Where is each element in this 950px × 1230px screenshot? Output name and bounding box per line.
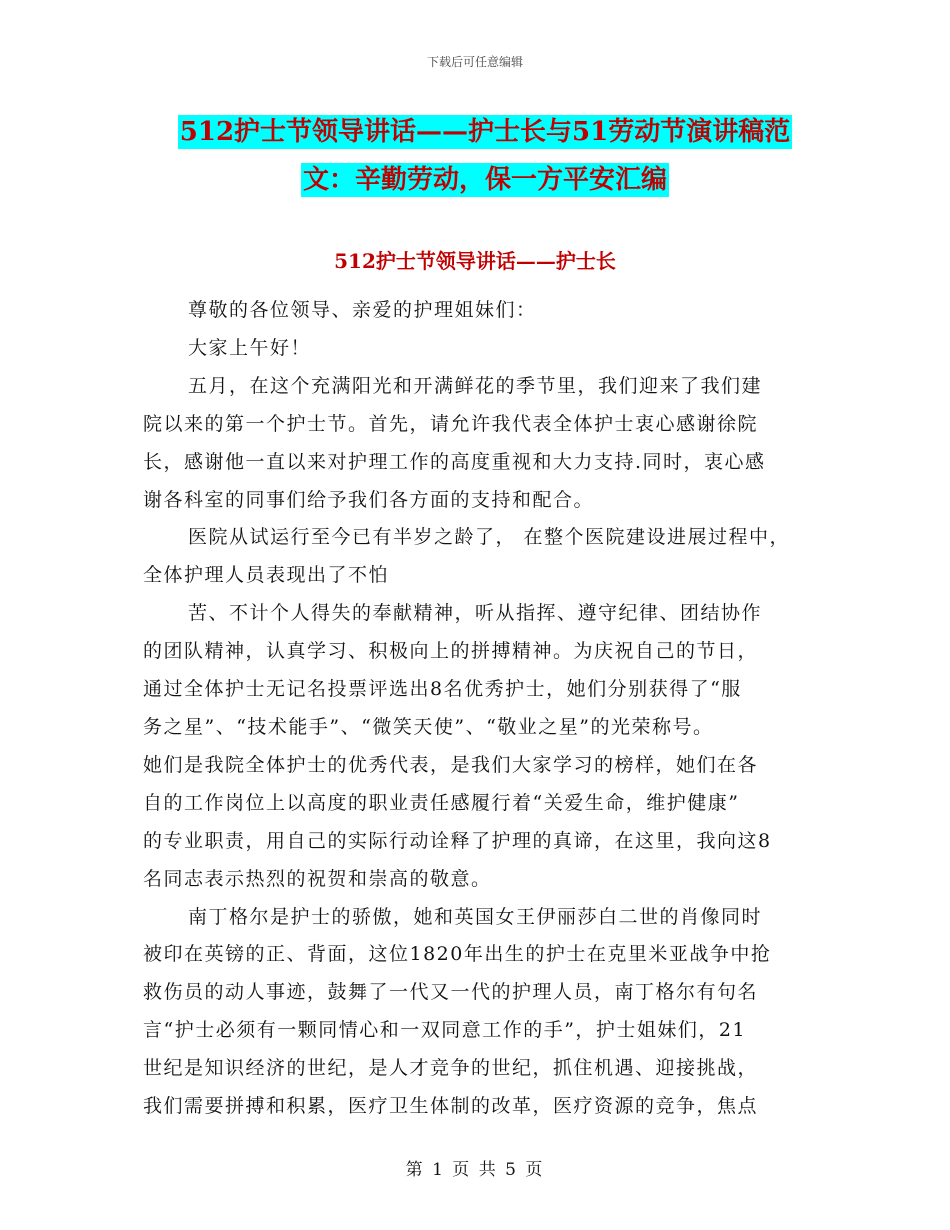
paragraph-line: 名同志表示热烈的祝贺和崇高的敬意。 [143,867,492,890]
page-header-note: 下载后可任意编辑 [426,55,523,69]
document-title-line-2: 文：辛勤劳动，保一方平安汇编 [302,165,667,195]
paragraph-line: 大家上午好！ [188,336,312,359]
paragraph-line: 的团队精神，认真学习、积极向上的拼搏精神。为庆祝自己的节日， [143,640,759,663]
page-footer: 第 1 页 共 5 页 [405,1160,545,1180]
paragraph-line: 院以来的第一个护士节。首先，请允许我代表全体护士衷心感谢徐院 [143,412,759,435]
paragraph-line: 医院从试运行至今已有半岁之龄了， 在整个医院建设进展过程中， [188,526,791,549]
paragraph-line: 南丁格尔是护士的骄傲，她和英国女王伊丽莎白二世的肖像同时 [188,905,763,928]
document-title [140,108,830,204]
paragraph-line: 长，感谢他一直以来对护理工作的高度重视和大力支持.同时，衷心感 [143,450,766,473]
paragraph-line: 全体护理人员表现出了不怕 [143,564,390,587]
paragraph-line: 苦、不计个人得失的奉献精神，听从指挥、遵守纪律、团结协作 [188,602,763,625]
paragraph-line: 谢各科室的同事们给予我们各方面的支持和配合。 [143,488,595,511]
section-title: 512护士节领导讲话——护士长 [334,249,616,273]
paragraph-line: 救伤员的动人事迹，鼓舞了一代又一代的护理人员，南丁格尔有句名 [143,981,759,1004]
paragraph-line: 被印在英镑的正、背面，这位1820年出生的护士在克里米亚战争中抢 [143,943,772,966]
document-title-line-1: 512护士节领导讲话——护士长与51劳动节演讲稿范 [179,117,791,147]
paragraph-line: 务之星”、“技术能手”、“微笑天使”、“敬业之星”的光荣称号。 [143,715,714,738]
body-text [143,292,823,1126]
paragraph-line: 言“护士必须有一颗同情心和一双同意工作的手”，护士姐妹们，21 [143,1019,747,1042]
paragraph-line: 我们需要拼搏和积累，医疗卫生体制的改革，医疗资源的竞争，焦点 [143,1095,759,1118]
paragraph-line: 世纪是知识经济的世纪，是人才竞争的世纪，抓住机遇、迎接挑战， [143,1057,759,1080]
paragraph-line: 五月，在这个充满阳光和开满鲜花的季节里，我们迎来了我们建 [188,374,763,397]
paragraph-line: 自的工作岗位上以高度的职业责任感履行着“关爱生命，维护健康” [143,791,740,814]
paragraph-line: 尊敬的各位领导、亲爱的护理姐妹们： [188,299,537,321]
paragraph-line: 通过全体护士无记名投票评选出8名优秀护士，她们分别获得了“服 [143,678,742,701]
paragraph-line: 她们是我院全体护士的优秀代表，是我们大家学习的榜样，她们在各 [143,753,759,776]
paragraph-line: 的专业职责，用自己的实际行动诠释了护理的真谛，在这里，我向这8 [143,829,772,852]
